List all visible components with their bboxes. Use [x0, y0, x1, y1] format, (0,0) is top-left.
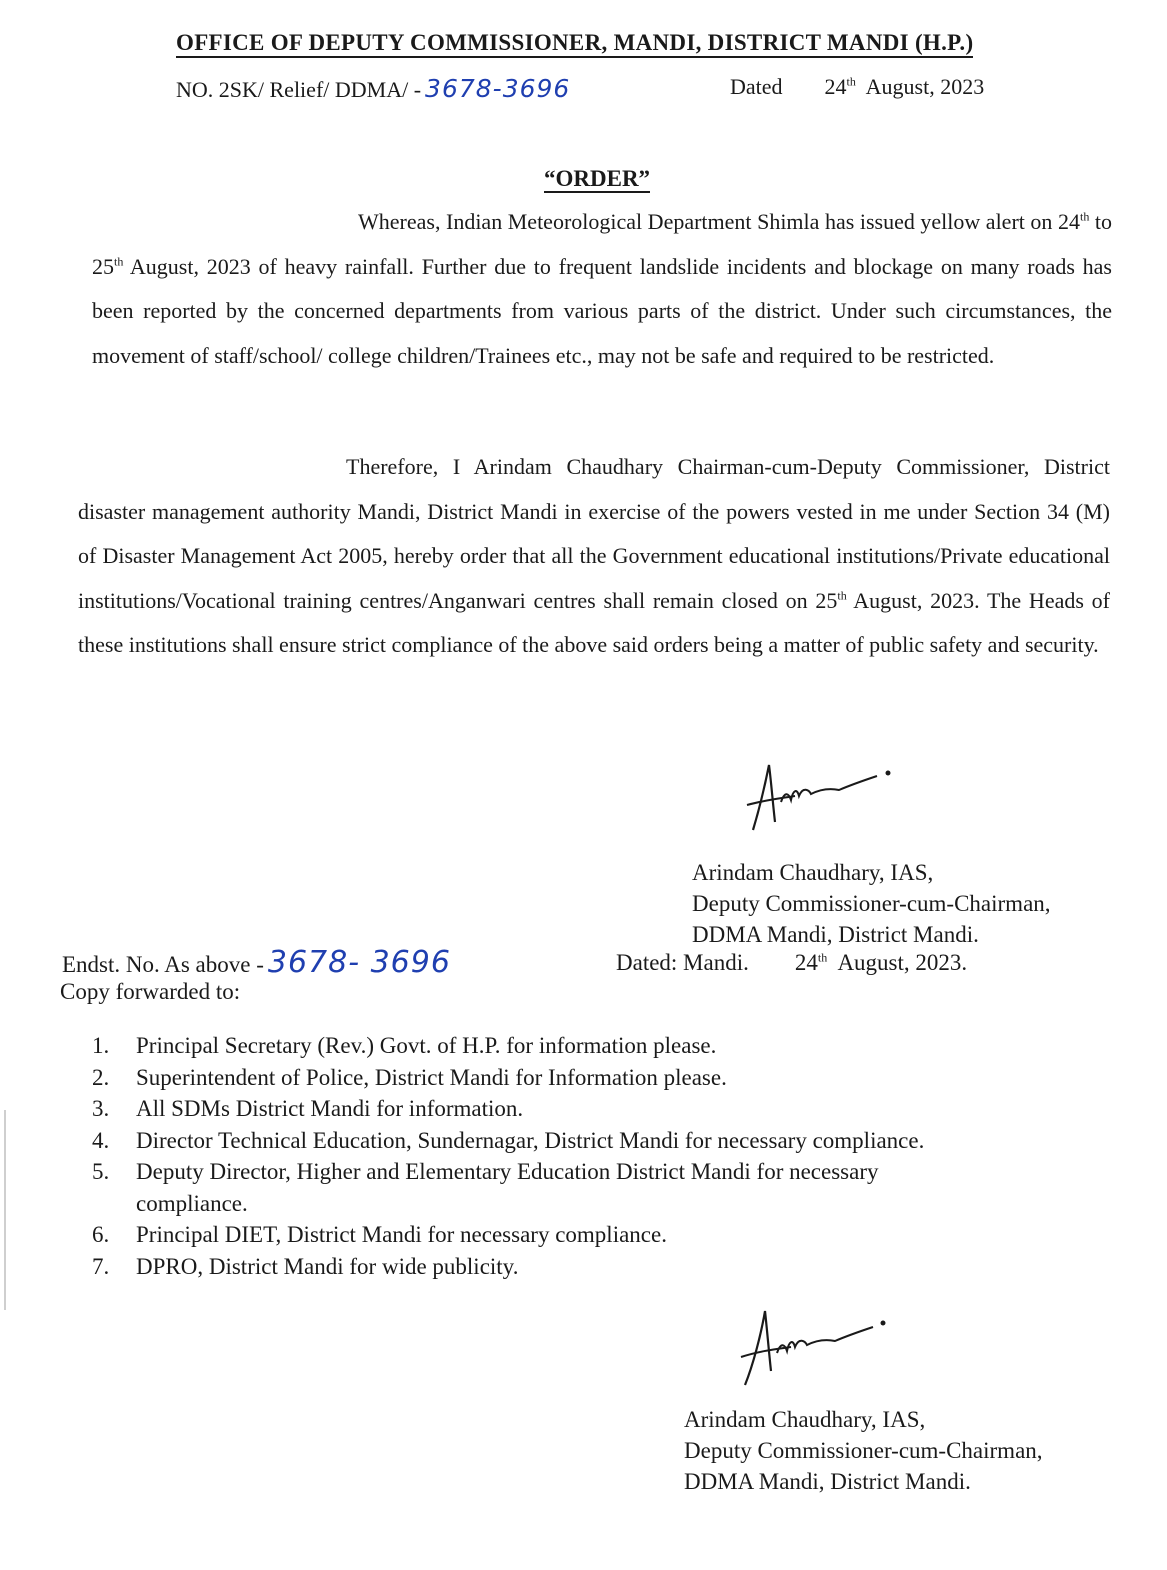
- header-date: [730, 74, 984, 100]
- order-heading: “ORDER”: [544, 166, 651, 191]
- list-item: 3. All SDMs District Mandi for information.: [92, 1096, 524, 1121]
- reference-handwritten-number: 3678-3696: [425, 74, 571, 103]
- signature-2: [735, 1305, 895, 1390]
- signatory-office: DDMA Mandi, District Mandi.: [684, 1469, 971, 1494]
- signature-1: [735, 760, 895, 840]
- reference-prefix: NO. 2SK/ Relief/ DDMA/ -: [176, 77, 422, 102]
- list-item: 7. DPRO, District Mandi for wide publicity.: [92, 1253, 519, 1279]
- dated-day: 24: [824, 74, 847, 99]
- signature-block-2: [684, 1404, 1043, 1497]
- endorsement-prefix: Endst. No. As above -: [62, 952, 264, 977]
- signatory-name: Arindam Chaudhary, IAS,: [692, 860, 934, 885]
- endorsement-date: Dated: Mandi. 24th August, 2023.: [616, 950, 968, 975]
- list-item: 6. Principal DIET, District Mandi for necessary compliance.: [92, 1222, 667, 1247]
- endorsement-handwritten-number: 3678- 3696: [267, 945, 451, 980]
- list-item: 2. Superintendent of Police, District Mandi for Information please.: [92, 1064, 727, 1090]
- dated-label: Dated: [730, 74, 783, 99]
- copy-forwarded-label: Copy forwarded to:: [60, 979, 241, 1004]
- signature-block-1: [692, 857, 1051, 950]
- signatory-designation: Deputy Commissioner-cum-Chairman,: [684, 1438, 1043, 1463]
- endorsement-number: [62, 945, 451, 980]
- order-paragraph-2: Therefore, I Arindam Chaudhary Chairman-cum-Deputy Commissioner, District disaster management authority Mandi, District Mandi in exercise of the powers vested in me under Section 34 (M) of Disaster Management Act 2005, hereby order that all the Government educational institutions/Private educational institutions/Vocational training centres/Anganwari centres shall remain closed on 25th August, 2023. The Heads of these institutions shall ensure strict compliance of the above said orders being a matter of public safety and security.: [78, 454, 1110, 657]
- signatory-name: Arindam Chaudhary, IAS,: [684, 1407, 926, 1432]
- signatory-designation: Deputy Commissioner-cum-Chairman,: [692, 891, 1051, 916]
- order-paragraph-1: Whereas, Indian Meteorological Department Shimla has issued yellow alert on 24th to 25th August, 2023 of heavy rainfall. Further due to frequent landslide incidents and blockage on many roads has been reported by the concerned departments from various parts of the district. Under such circumstances, the movement of staff/school/ college children/Trainees etc., may not be safe and required to be restricted.: [92, 209, 1112, 368]
- list-item: 5. Deputy Director, Higher and Elementary Education District Mandi for necessary: [92, 1159, 879, 1184]
- signatory-office: DDMA Mandi, District Mandi.: [692, 922, 979, 947]
- list-item-continuation: compliance.: [136, 1190, 248, 1216]
- dated-suffix: th: [846, 74, 856, 89]
- endorsement-dated-label: Dated: Mandi.: [616, 950, 749, 975]
- scan-edge-line: [4, 1110, 6, 1310]
- dated-rest: August, 2023: [865, 74, 985, 99]
- copy-list: [92, 1030, 924, 1282]
- list-item: 4. Director Technical Education, Sundernagar, District Mandi for necessary compliance.: [92, 1127, 925, 1153]
- list-item: 1. Principal Secretary (Rev.) Govt. of H.P. for information please.: [92, 1033, 717, 1058]
- office-title: OFFICE OF DEPUTY COMMISSIONER, MANDI, DISTRICT MANDI (H.P.): [176, 30, 973, 58]
- reference-number: [176, 74, 570, 103]
